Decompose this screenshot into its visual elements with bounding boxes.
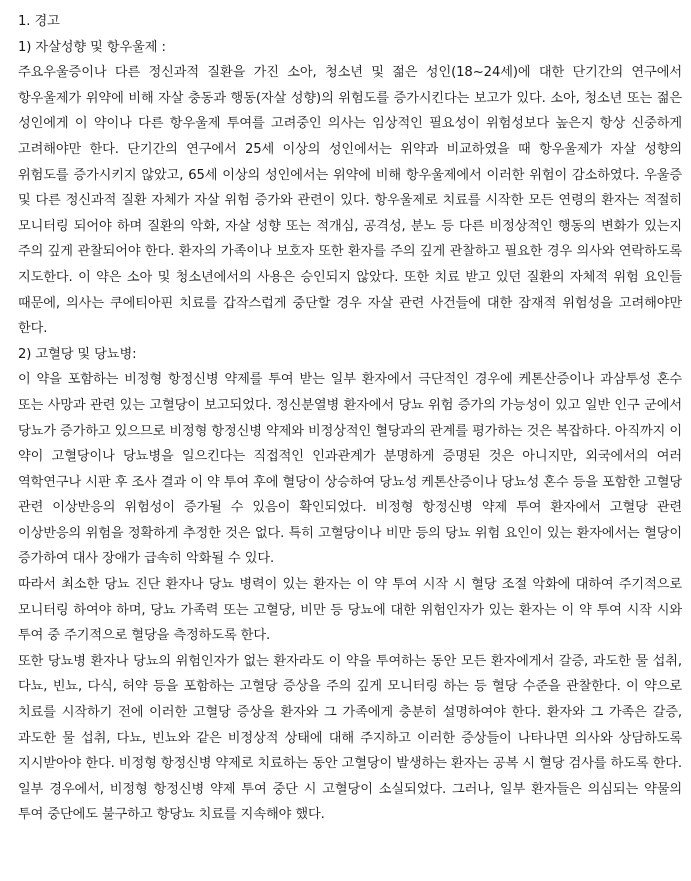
paragraph-hyperglycemia-risk: 이 약을 포함하는 비정형 항정신병 약제를 투여 받는 일부 환자에서 극단적인 경우에 케톤산증이나 과삼투성 혼수 또는 사망과 관련 있는 고혈당이 보고되었다. 정신분열병 환자에서 당뇨 위험 증가의 가능성이 있고 일반 인구 군에서 당뇨가 증가하고 있으므로 비정형 항정신병 약제와 비정상적인 혈당과의 관계를 평가하는 것은 복잡하다. 아직까지 이 약이 고혈당이나 당뇨병을 일으킨다는 직접적인 인과관계가 분명하게 증명된 것은 아니지만, 외국에서의 여러 역학연구나 시판 후 조사 결과 이 약 투여 후에 혈당이 상승하여 당뇨성 케톤산증이나 당뇨성 혼수 등을 포함한 고혈당 관련 이상반응의 위험성이 증가될 수 있음이 확인되었다. 비정형 항정신병 약제 투여 환자에서 고혈당 관련 이상반응의 위험을 정확하게 추정한 것은 없다. 특히 고혈당이나 비만 등의 당뇨 위험 요인이 있는 환자에서는 혈당이 증가하여 대사 장애가 급속히 악화될 수 있다. bbox=[18, 372, 682, 567]
paragraph-suicidality: 주요우울증이나 다른 정신과적 질환을 가진 소아, 청소년 및 젊은 성인(18~24세)에 대한 단기간의 연구에서 항우울제가 위약에 비해 자살 충동과 행동(자살 성향)의 위험도를 증가시킨다는 보고가 있다. 소아, 청소년 또는 젊은 성인에게 이 약이나 다른 항우울제 투여를 고려중인 의사는 임상적인 필요성이 위험성보다 높은지 항상 신중하게 고려해야만 한다. 단기간의 연구에서 25세 이상의 성인에서는 위약과 비교하였을 때 항우울제가 자살 성향의 위험도를 증가시키지 않았고, 65세 이상의 성인에서는 위약에 비해 항우울제에서 이러한 위험이 감소하였다. 우울증 및 다른 정신과적 질환 자체가 자살 위험 증가와 관련이 있다. 항우울제로 치료를 시작한 모든 연령의 환자는 적절히 모니터링 되어야 하며 질환의 악화, 자살 성향 또는 적개심, 공격성, 분노 등 다른 비정상적인 행동의 변화가 있는지 주의 깊게 관찰되어야 한다. 환자의 가족이나 보호자 또한 환자를 주의 깊게 관찰하고 필요한 경우 의사와 연락하도록 지도한다. 이 약은 소아 및 청소년에서의 사용은 승인되지 않았다. 또한 치료 받고 있던 질환의 자체적 위험 요인들 때문에, 의사는 쿠에티아핀 치료를 갑작스럽게 중단할 경우 자살 관련 사건들에 대한 잠재적 위험성을 고려해야만 한다. bbox=[18, 65, 682, 337]
document-body bbox=[18, 9, 682, 828]
subsection-heading-suicidality: 1) 자살성향 및 항우울제 : bbox=[18, 39, 166, 55]
subsection-heading-hyperglycemia: 2) 고혈당 및 당뇨병: bbox=[18, 346, 137, 362]
section-heading: 1. 경고 bbox=[18, 14, 60, 29]
paragraph-hyperglycemia-symptoms: 또한 당뇨병 환자나 당뇨의 위험인자가 없는 환자라도 이 약을 투여하는 동안 모든 환자에게서 갈증, 과도한 물 섭취, 다뇨, 빈뇨, 다식, 허약 등을 포함하는 고혈당 증상을 주의 깊게 모니터링 하는 등 혈당 수준을 관찰한다. 이 약으로 치료를 시작하기 전에 이러한 고혈당 증상을 환자와 그 가족에게 충분히 설명하여야 한다. 환자와 그 가족은 갈증, 과도한 물 섭취, 다뇨, 빈뇨와 같은 비정상적 상태에 대해 주지하고 이러한 증상들이 나타나면 의사와 상담하도록 지시받아야 한다. 비정형 항정신병 약제로 치료하는 동안 고혈당이 발생하는 환자는 공복 시 혈당 검사를 하도록 한다. 일부 경우에서, 비정형 항정신병 약제 투여 중단 시 고혈당이 소실되었다. 그러나, 일부 환자들은 의심되는 약물의 투여 중단에도 불구하고 항당뇨 치료를 지속해야 했다. bbox=[18, 653, 682, 823]
paragraph-hyperglycemia-monitoring: 따라서 최소한 당뇨 진단 환자나 당뇨 병력이 있는 환자는 이 약 투여 시작 시 혈당 조절 악화에 대하여 주기적으로 모니터링 하여야 하며, 당뇨 가족력 또는 고혈당, 비만 등 당뇨에 대한 위험인자가 있는 환자는 이 약 투여 시작 시와 투여 중 주기적으로 혈당을 측정하도록 한다. bbox=[18, 577, 682, 644]
